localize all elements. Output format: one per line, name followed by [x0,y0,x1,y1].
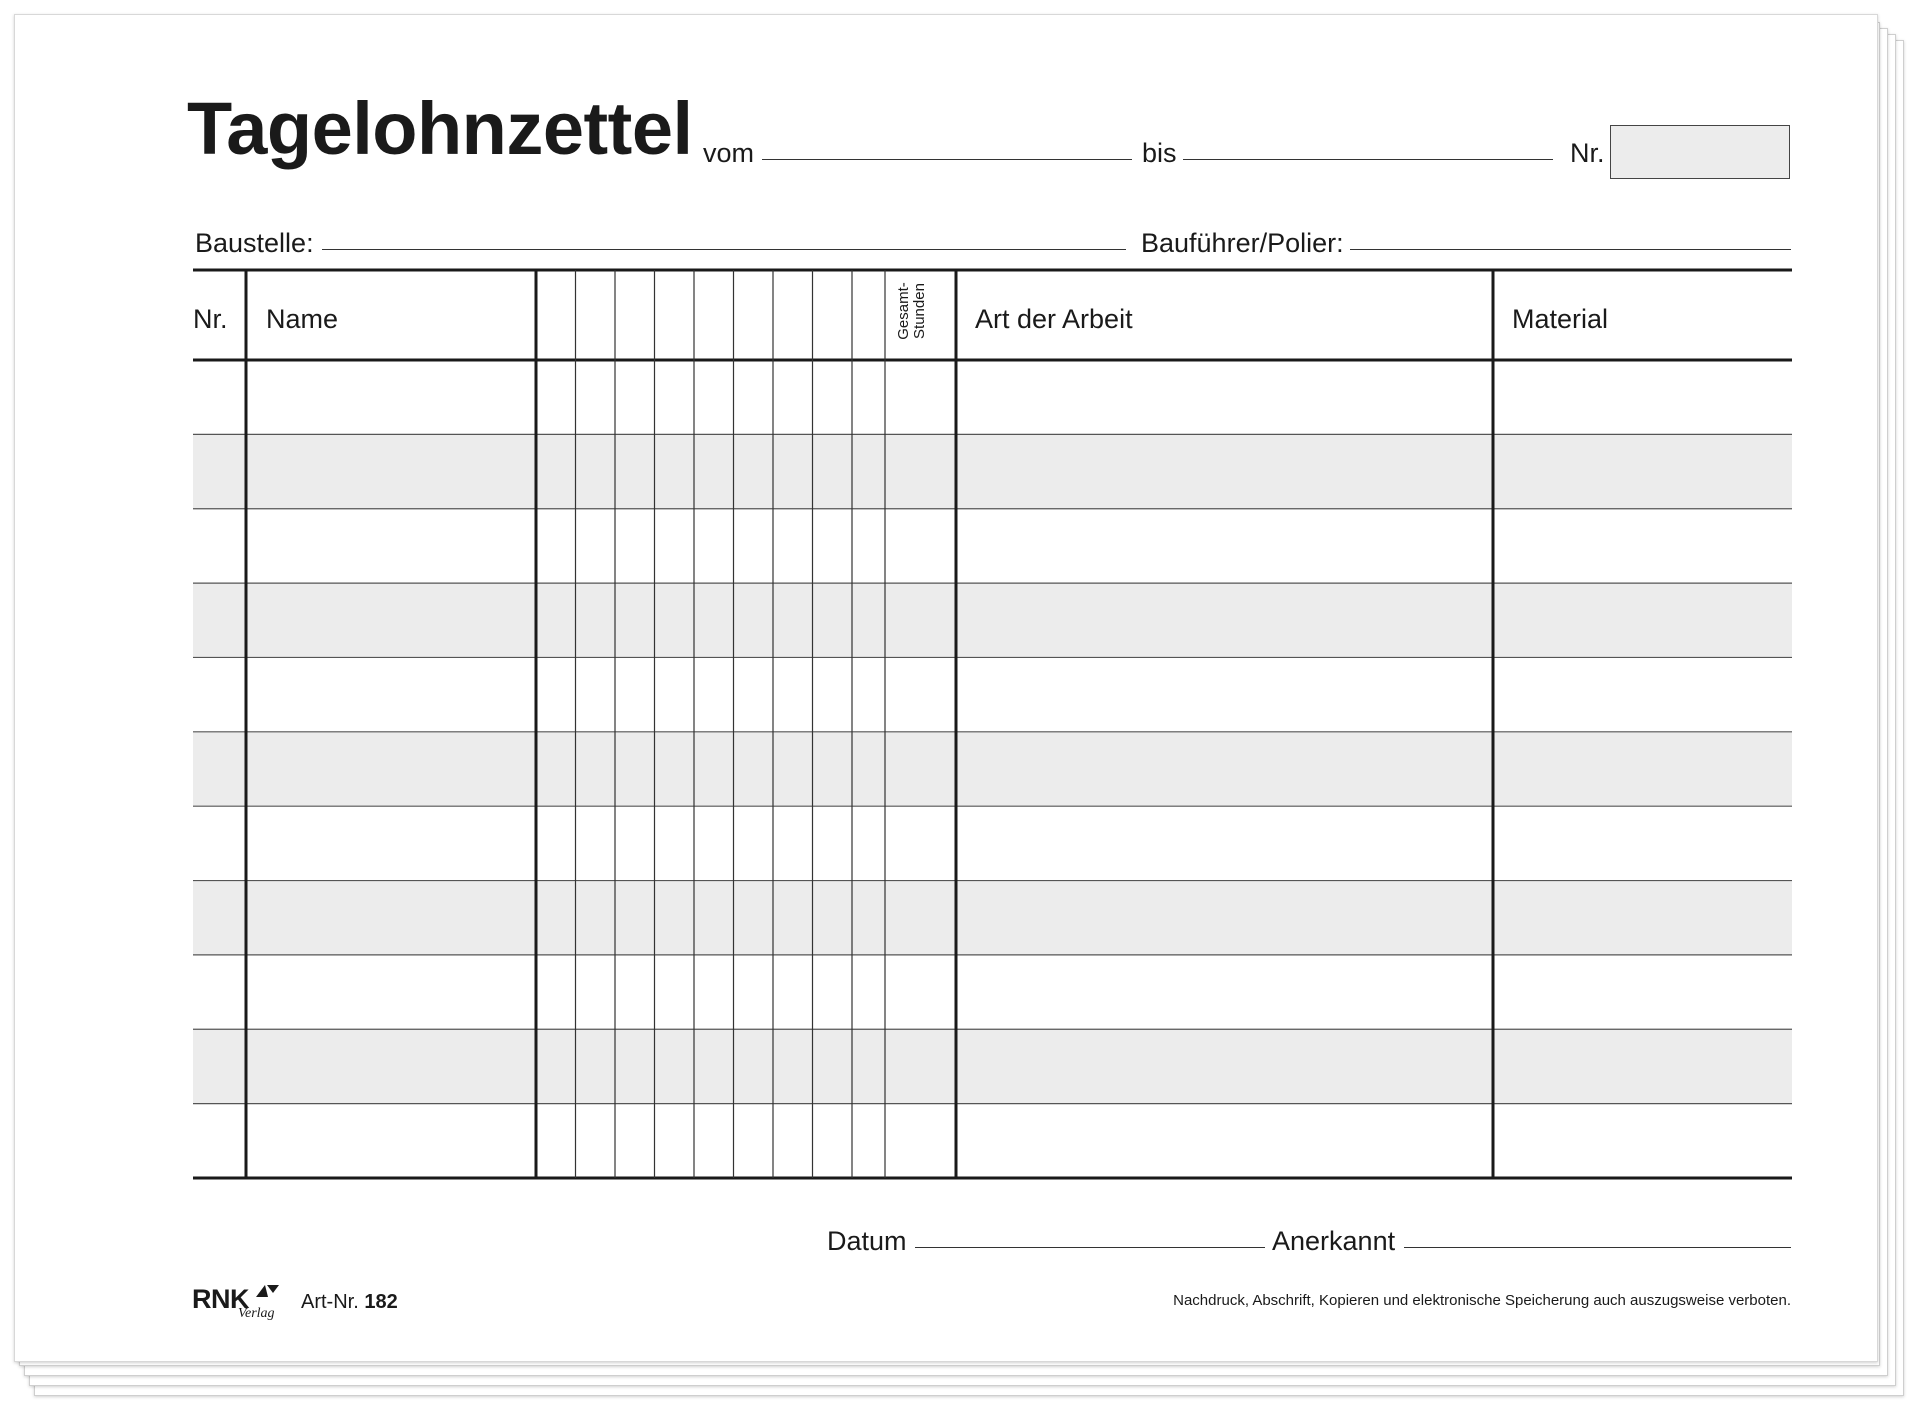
polier-field[interactable] [1350,249,1791,250]
logo-text: RNK [192,1284,249,1314]
header-art-der-arbeit: Art der Arbeit [975,304,1133,334]
copyright-notice: Nachdruck, Abschrift, Kopieren und elektronische Speicherung auch auszugsweise verboten. [1173,1292,1791,1309]
vom-label: vom [703,138,755,168]
article-number [301,1291,398,1314]
header-gesamt-line1: Gesamt- [895,282,912,340]
anerkannt-field[interactable] [1404,1247,1791,1248]
bis-field[interactable] [1183,159,1553,160]
header-gesamt-stunden [896,268,928,354]
header-name: Name [266,304,339,334]
bis-label: bis [1142,138,1177,168]
baustelle-field[interactable] [322,249,1126,250]
logo-triangle-icon [254,1284,280,1298]
form-title: Tagelohnzettel [187,87,693,170]
table-row-shade [193,434,1792,508]
logo-sub: Verlag [238,1306,275,1321]
datum-field[interactable] [915,1247,1265,1248]
table-row-shade [193,732,1792,806]
rnk-logo [192,1284,275,1321]
vom-field[interactable] [762,159,1132,160]
table-row-shade [193,583,1792,657]
anerkannt-label: Anerkannt [1272,1226,1396,1256]
header-material: Material [1512,304,1609,334]
artnr-value: 182 [364,1291,398,1313]
table-row-shade [193,1029,1792,1103]
artnr-label: Art-Nr. [301,1291,359,1313]
polier-label: Bauführer/Polier: [1141,228,1344,258]
nr-field[interactable] [1610,125,1790,179]
datum-label: Datum [827,1226,907,1256]
nr-label: Nr. [1570,138,1605,168]
baustelle-label: Baustelle: [195,228,314,258]
header-nr: Nr. [193,304,228,334]
hours-table [193,268,1792,1180]
header-gesamt-line2: Stunden [910,283,928,339]
hours-table-grid[interactable] [193,268,1792,1180]
table-row-shade [193,881,1792,955]
